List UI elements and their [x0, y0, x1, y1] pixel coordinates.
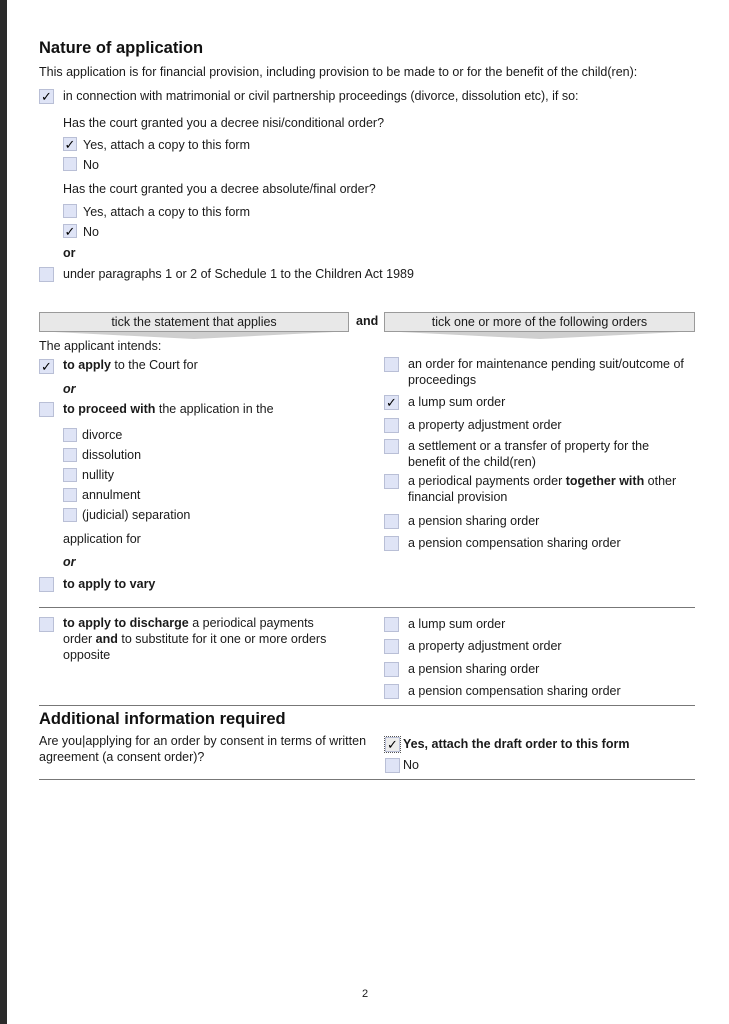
nullity-checkbox[interactable]	[63, 468, 77, 482]
discharge-line2-post: to substitute for it one or more orders	[117, 632, 327, 646]
decree-absolute-no-checkbox[interactable]: ✓	[64, 224, 76, 239]
divider	[39, 607, 695, 608]
consent-question-line2: agreement (a consent order)?	[39, 750, 205, 764]
and-label: and	[356, 314, 379, 328]
periodical-payments-checkbox[interactable]	[384, 474, 399, 489]
matrimonial-checkbox[interactable]: ✓	[39, 89, 54, 104]
page-number: 2	[362, 988, 369, 1000]
periodical-payments-label-cont: financial provision	[408, 490, 508, 504]
decree-nisi-yes-checkbox[interactable]: ✓	[64, 137, 76, 152]
children-act-checkbox[interactable]	[39, 267, 54, 282]
proceed-label-rest: the application in the	[155, 402, 274, 416]
settlement-transfer-label-cont: benefit of the child(ren)	[408, 455, 536, 469]
applicant-intends-label: The applicant intends:	[39, 339, 162, 353]
or-separator: or	[63, 246, 76, 260]
apply-label	[63, 358, 198, 372]
discharge-checkbox[interactable]	[39, 617, 54, 632]
consent-yes-checkbox[interactable]: ✓	[385, 737, 400, 752]
children-act-label: under paragraphs 1 or 2 of Schedule 1 to the Children Act 1989	[63, 267, 414, 281]
discharge-pension-compensation-checkbox[interactable]	[384, 684, 399, 699]
discharge-lump-sum-label: a lump sum order	[408, 617, 506, 631]
decree-nisi-yes-label: Yes, attach a copy to this form	[83, 138, 250, 152]
consent-no-label: No	[403, 758, 419, 772]
decree-nisi-no-checkbox[interactable]	[63, 157, 77, 171]
proceed-checkbox[interactable]	[39, 402, 54, 417]
tick-orders-header	[384, 312, 695, 332]
discharge-line2-bold: and	[95, 632, 118, 646]
or-separator: or	[63, 382, 76, 396]
annulment-label: annulment	[82, 488, 141, 502]
pension-sharing-checkbox[interactable]	[384, 514, 399, 529]
separation-label: (judicial) separation	[82, 508, 191, 522]
discharge-label-line2	[63, 632, 326, 646]
divorce-checkbox[interactable]	[63, 428, 77, 442]
apply-label-rest: to the Court for	[110, 358, 198, 372]
vary-label: to apply to vary	[63, 577, 156, 591]
decree-nisi-no-label: No	[83, 158, 99, 172]
decree-absolute-yes-label: Yes, attach a copy to this form	[83, 205, 250, 219]
discharge-line2-pre: order	[63, 632, 96, 646]
maintenance-pending-label-cont: proceedings	[408, 373, 477, 387]
vary-checkbox[interactable]	[39, 577, 54, 592]
nature-intro: This application is for financial provision, including provision to be made to or for the benefit of the child(ren):	[39, 65, 638, 79]
dissolution-label: dissolution	[82, 448, 142, 462]
property-adjustment-checkbox[interactable]	[384, 418, 399, 433]
periodical-payments-bold: together with	[565, 474, 645, 488]
discharge-pension-compensation-label: a pension compensation sharing order	[408, 684, 621, 698]
divider	[39, 705, 695, 706]
discharge-property-adjustment-label: a property adjustment order	[408, 639, 562, 653]
annulment-checkbox[interactable]	[63, 488, 77, 502]
section-title-nature: Nature of application	[39, 39, 204, 57]
apply-label-bold: to apply	[63, 358, 111, 372]
discharge-label-line1	[63, 616, 314, 630]
decree-nisi-question: Has the court granted you a decree nisi/conditional order?	[63, 116, 385, 130]
periodical-payments-pre: a periodical payments order	[408, 474, 566, 488]
apply-checkbox[interactable]: ✓	[39, 359, 54, 374]
divorce-label: divorce	[82, 428, 123, 442]
separation-checkbox[interactable]	[63, 508, 77, 522]
discharge-bold: to apply to discharge	[63, 616, 189, 630]
discharge-rest: a periodical payments	[188, 616, 314, 630]
dissolution-checkbox[interactable]	[63, 448, 77, 462]
divider	[39, 779, 695, 780]
tick-statement-header	[39, 312, 349, 332]
matrimonial-label: in connection with matrimonial or civil partnership proceedings (divorce, dissolution etc), if so:	[63, 89, 579, 103]
viewer-left-edge	[0, 0, 7, 1024]
discharge-label-line3: opposite	[63, 648, 111, 662]
consent-question-line1: Are you|applying for an order by consent in terms of written	[39, 734, 367, 748]
pension-sharing-label: a pension sharing order	[408, 514, 540, 528]
periodical-payments-post: other	[644, 474, 677, 488]
discharge-pension-sharing-label: a pension sharing order	[408, 662, 540, 676]
nullity-label: nullity	[82, 468, 114, 482]
pension-compensation-checkbox[interactable]	[384, 536, 399, 551]
proceed-label	[63, 402, 274, 416]
pension-compensation-label: a pension compensation sharing order	[408, 536, 621, 550]
section-title-additional: Additional information required	[39, 710, 286, 728]
property-adjustment-label: a property adjustment order	[408, 418, 562, 432]
settlement-transfer-checkbox[interactable]	[384, 439, 399, 454]
discharge-property-adjustment-checkbox[interactable]	[384, 639, 399, 654]
periodical-payments-label	[408, 474, 676, 488]
settlement-transfer-label: a settlement or a transfer of property for the	[408, 439, 650, 453]
discharge-pension-sharing-checkbox[interactable]	[384, 662, 399, 677]
or-separator: or	[63, 555, 76, 569]
tick-statement-header-text: tick the statement that applies	[111, 315, 277, 329]
tick-orders-header-text: tick one or more of the following orders	[431, 315, 648, 329]
maintenance-pending-label: an order for maintenance pending suit/outcome of	[408, 357, 684, 371]
decree-absolute-question: Has the court granted you a decree absolute/final order?	[63, 182, 376, 196]
proceed-label-bold: to proceed with	[63, 402, 156, 416]
discharge-lump-sum-checkbox[interactable]	[384, 617, 399, 632]
decree-absolute-yes-checkbox[interactable]	[63, 204, 77, 218]
consent-yes-label: Yes, attach the draft order to this form	[403, 737, 630, 751]
maintenance-pending-checkbox[interactable]	[384, 357, 399, 372]
application-for-label: application for	[63, 532, 141, 546]
lump-sum-label: a lump sum order	[408, 395, 506, 409]
consent-no-checkbox[interactable]	[385, 758, 400, 773]
lump-sum-checkbox[interactable]: ✓	[384, 395, 399, 410]
decree-absolute-no-label: No	[83, 225, 99, 239]
